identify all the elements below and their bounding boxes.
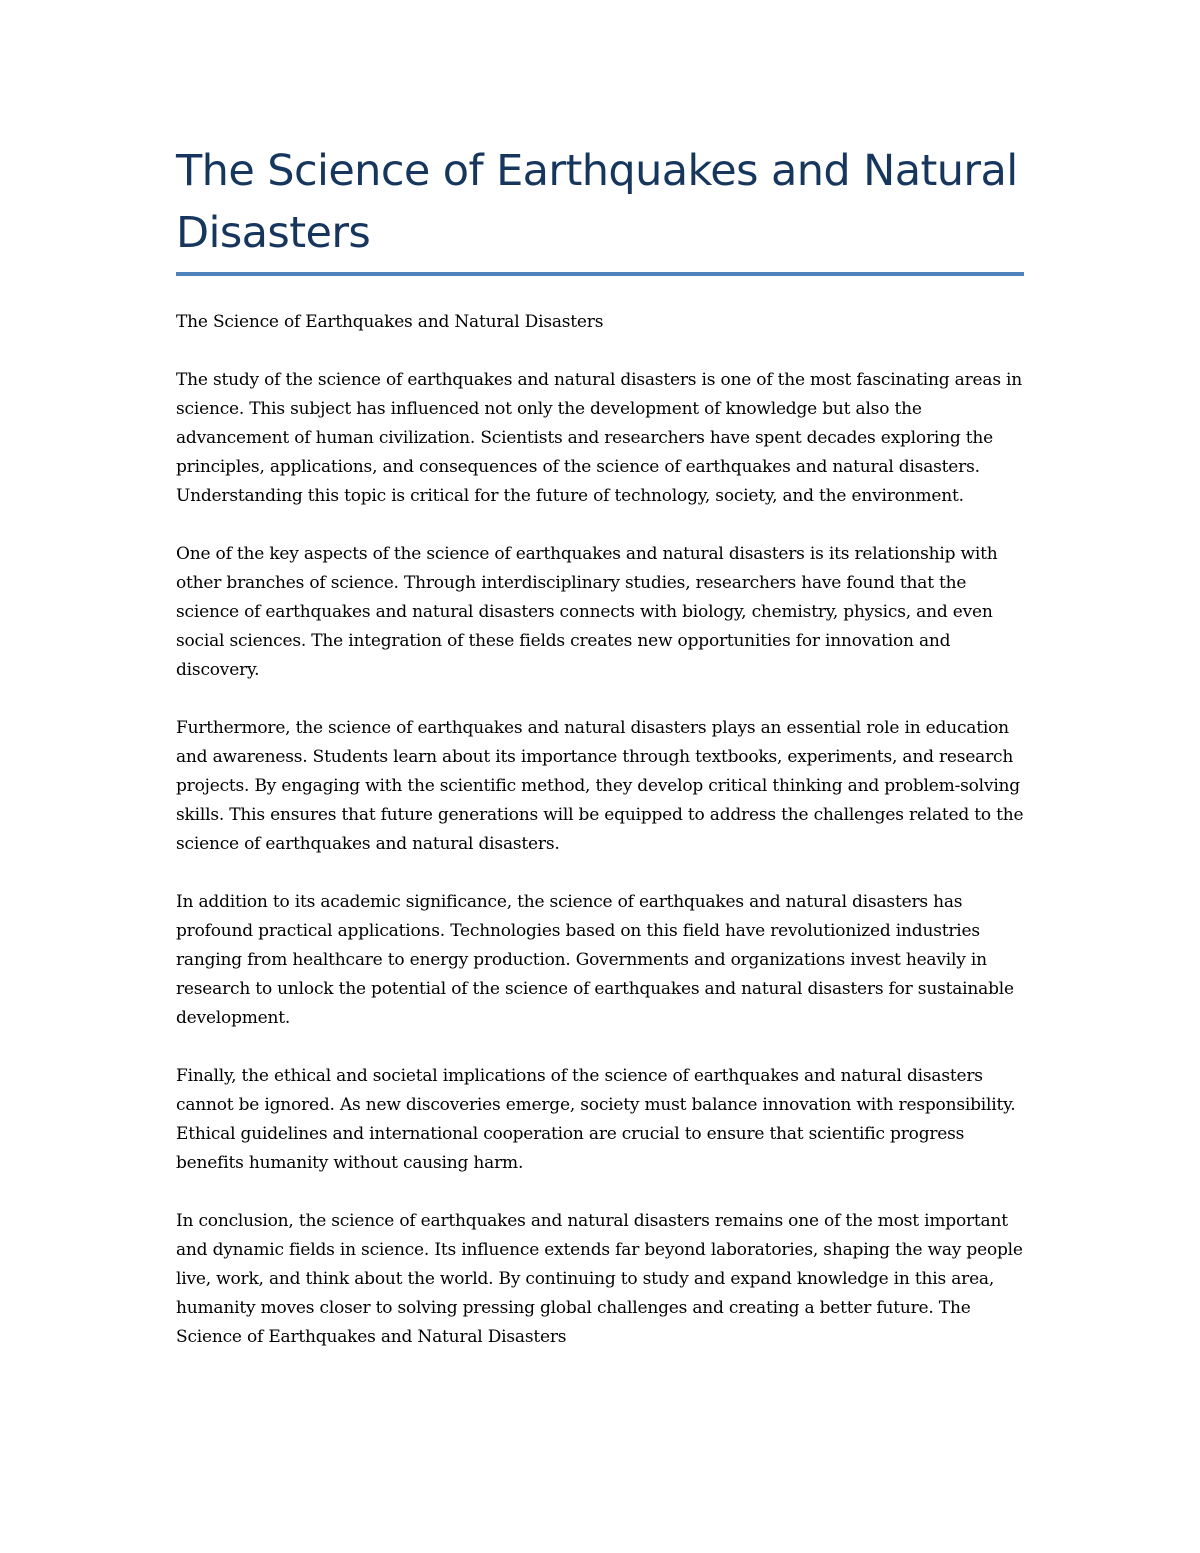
paragraph-1: The study of the science of earthquakes and natural disasters is one of the most fascinating areas in science. This subject has influenced not only the development of knowledge but also the advancement of human civilization. Scientists and researchers have spent decades exploring the principles, applications, and consequences of the science of earthquakes and natural disasters. Understanding this topic is critical for the future of technology, society, and the environment. — [176, 370, 1023, 506]
paragraph-3: Furthermore, the science of earthquakes and natural disasters plays an essential role in education and awareness. Students learn about its importance through textbooks, experiments, and research projects. By engaging with the scientific method, they develop critical thinking and problem-solving skills. This ensures that future generations will be equipped to address the challenges related to the science of earthquakes and natural disasters. — [176, 718, 1024, 854]
paragraph-2: One of the key aspects of the science of earthquakes and natural disasters is its relationship with other branches of science. Through interdisciplinary studies, researchers have found that the science of earthquakes and natural disasters connects with biology, chemistry, physics, and even social sciences. The integration of these fields creates new opportunities for innovation and discovery. — [176, 544, 998, 680]
paragraph-5: Finally, the ethical and societal implications of the science of earthquakes and natural disasters cannot be ignored. As new discoveries emerge, society must balance innovation with responsibility. Ethical guidelines and international cooperation are crucial to ensure that scientific progress benefits humanity without causing harm. — [176, 1066, 1016, 1173]
title-underline-rule — [176, 272, 1024, 276]
paragraph-4: In addition to its academic significance, the science of earthquakes and natural disasters has profound practical applications. Technologies based on this field have revolutionized industries ranging from healthcare to energy production. Governments and organizations invest heavily in research to unlock the potential of the science of earthquakes and natural disasters for sustainable development. — [176, 892, 1014, 1028]
document-subtitle: The Science of Earthquakes and Natural Disasters — [176, 312, 604, 332]
document-content — [176, 140, 1024, 1352]
document-body — [176, 308, 1024, 1352]
paragraph-6: In conclusion, the science of earthquakes and natural disasters remains one of the most important and dynamic fields in science. Its influence extends far beyond laboratories, shaping the way people live, work, and think about the world. By continuing to study and expand knowledge in this area, humanity moves closer to solving pressing global challenges and creating a better future. The Science of Earthquakes and Natural Disasters — [176, 1211, 1023, 1347]
document-title: The Science of Earthquakes and Natural Disasters — [176, 146, 1018, 258]
